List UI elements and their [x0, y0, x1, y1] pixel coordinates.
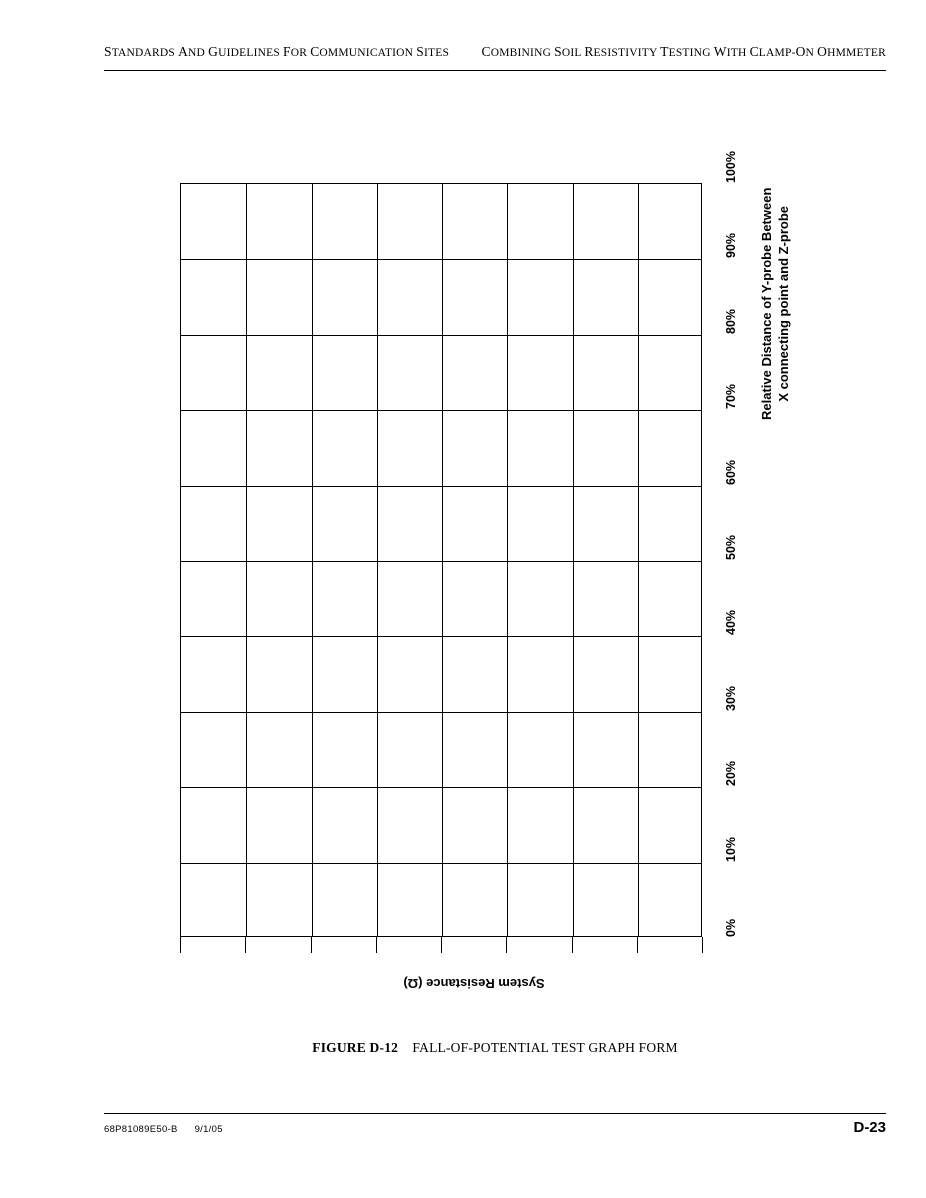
axis-tick-label-20: 20% [724, 761, 738, 787]
axis-tick-label-100: 100% [724, 151, 738, 183]
grid-line-horizontal [181, 712, 701, 713]
figure-d-12 [104, 120, 886, 1020]
grid-line-horizontal [181, 335, 701, 336]
axis-tick-label-60: 60% [724, 459, 738, 485]
grid-line-horizontal [181, 636, 701, 637]
grid-line-vertical [442, 184, 443, 936]
grid-line-vertical [246, 184, 247, 936]
axis-tick-label-70: 70% [724, 384, 738, 410]
footer-document-number: 68P81089E50-B [104, 1124, 178, 1135]
axis-tick-stub [376, 937, 377, 953]
x-axis-title-line-2: X connecting point and Z-probe [776, 205, 791, 402]
grid-line-vertical [312, 184, 313, 936]
axis-tick-stub [637, 937, 638, 953]
grid-line-horizontal [181, 259, 701, 260]
grid-line-vertical [638, 184, 639, 936]
axis-tick-label-40: 40% [724, 610, 738, 636]
figure-caption [104, 1040, 886, 1056]
axis-tick-label-50: 50% [724, 534, 738, 560]
axis-tick-stub [572, 937, 573, 953]
axis-tick-stub [441, 937, 442, 953]
axis-tick-label-90: 90% [724, 233, 738, 259]
grid-line-horizontal [181, 486, 701, 487]
grid-line-vertical [507, 184, 508, 936]
grid-line-vertical [377, 184, 378, 936]
axis-tick-label-0: 0% [724, 918, 738, 937]
axis-tick-stub [180, 937, 181, 953]
y-axis-title: System Resistance (Ω) [403, 976, 545, 991]
header-right-text: COMBINING SOIL RESISTIVITY TESTING WITH CLAMP-ON OHMMETER [481, 44, 886, 59]
figure-caption-text: FALL-OF-POTENTIAL TEST GRAPH FORM [412, 1040, 678, 1055]
grid-line-horizontal [181, 561, 701, 562]
axis-tick-label-30: 30% [724, 685, 738, 711]
graph-grid [180, 183, 702, 937]
header-left-text: STANDARDS AND GUIDELINES FOR COMMUNICATION SITES [104, 44, 450, 59]
x-axis-title [758, 188, 792, 420]
grid-line-horizontal [181, 787, 701, 788]
x-axis-title-line-1: Relative Distance of Y-probe Between [759, 187, 774, 420]
page-number: D-23 [853, 1119, 886, 1136]
axis-tick-stub [245, 937, 246, 953]
figure-caption-label: FIGURE D-12 [312, 1040, 399, 1055]
grid-line-horizontal [181, 863, 701, 864]
axis-tick-label-80: 80% [724, 308, 738, 334]
grid-line-horizontal [181, 410, 701, 411]
running-header [104, 44, 886, 66]
axis-tick-label-10: 10% [724, 836, 738, 862]
footer-left [104, 1124, 223, 1135]
axis-tick-stub [311, 937, 312, 953]
footer-divider [104, 1113, 886, 1114]
axis-tick-stub [506, 937, 507, 953]
header-divider [104, 70, 886, 71]
axis-tick-stub [702, 937, 703, 953]
footer-date: 9/1/05 [194, 1124, 223, 1135]
grid-line-vertical [573, 184, 574, 936]
